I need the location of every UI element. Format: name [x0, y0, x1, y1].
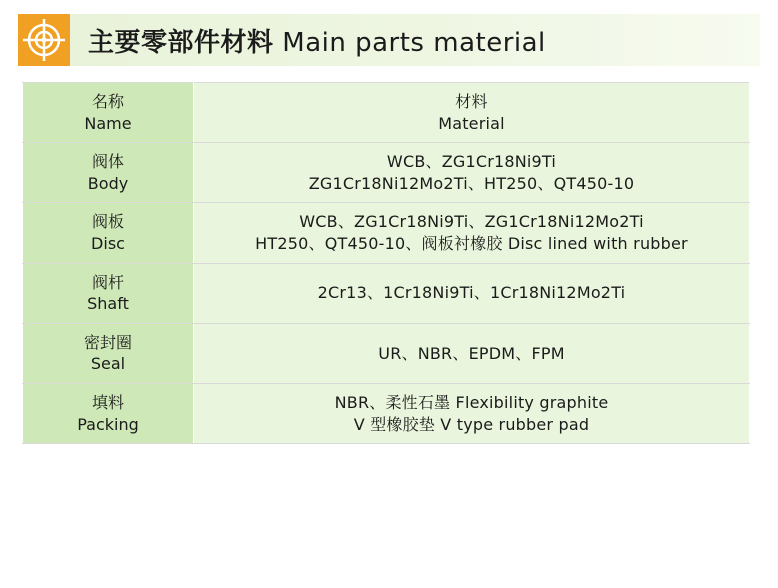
- page-title-en: Main parts material: [282, 27, 546, 58]
- row-name-cell: [23, 203, 194, 263]
- table-row: [23, 383, 750, 443]
- row-name-cell: [23, 263, 194, 323]
- table-row: [23, 203, 750, 263]
- table-row: [23, 143, 750, 203]
- row-name-cn: 阀体: [91, 152, 124, 172]
- row-name-en: Seal: [90, 354, 126, 374]
- row-material-cell: [194, 323, 750, 383]
- column-header-material: [194, 83, 750, 143]
- row-material-line: WCB、ZG1Cr18Ni9Ti: [386, 152, 557, 172]
- table-row: [23, 323, 750, 383]
- row-material-cell: [194, 263, 750, 323]
- row-name-cn: 填料: [91, 392, 124, 412]
- column-header-material-en: Material: [438, 113, 505, 133]
- row-material-line: HT250、QT450-10、阀板衬橡胶 Disc lined with rubber: [255, 233, 688, 253]
- row-material-cell: [194, 143, 750, 203]
- table-header-row: [23, 83, 750, 143]
- row-material-line: ZG1Cr18Ni12Mo2Ti、HT250、QT450-10: [308, 173, 635, 193]
- row-name-en: Shaft: [87, 294, 129, 314]
- page-title: [88, 22, 546, 59]
- row-name-cell: [23, 383, 194, 443]
- row-name-en: Disc: [91, 233, 125, 253]
- column-header-material-cn: 材料: [455, 92, 488, 111]
- page-title-cn: 主要零部件材料: [88, 27, 274, 58]
- row-name-cell: [23, 323, 194, 383]
- column-header-name: [23, 83, 194, 143]
- row-name-en: Packing: [77, 414, 139, 434]
- row-material-cell: [194, 203, 750, 263]
- slide-header: [18, 14, 760, 66]
- main-parts-material-table: [22, 82, 750, 444]
- row-material-line: NBR、柔性石墨 Flexibility graphite: [334, 392, 609, 412]
- row-material-line: V 型橡胶垫 V type rubber pad: [353, 414, 590, 434]
- target-crosshair-icon: [18, 14, 70, 66]
- row-name-cn: 密封圈: [83, 332, 132, 352]
- row-name-en: Body: [87, 173, 129, 193]
- row-material-line: WCB、ZG1Cr18Ni9Ti、ZG1Cr18Ni12Mo2Ti: [299, 212, 644, 232]
- row-name-cell: [23, 143, 194, 203]
- row-name-cn: 阀杆: [91, 272, 124, 292]
- row-name-cn: 阀板: [91, 212, 124, 232]
- column-header-name-en: Name: [84, 113, 132, 133]
- row-material-cell: [194, 383, 750, 443]
- row-material-line: UR、NBR、EPDM、FPM: [378, 343, 565, 363]
- table-row: [23, 263, 750, 323]
- column-header-name-cn: 名称: [91, 92, 124, 111]
- row-material-line: 2Cr13、1Cr18Ni9Ti、1Cr18Ni12Mo2Ti: [317, 283, 626, 303]
